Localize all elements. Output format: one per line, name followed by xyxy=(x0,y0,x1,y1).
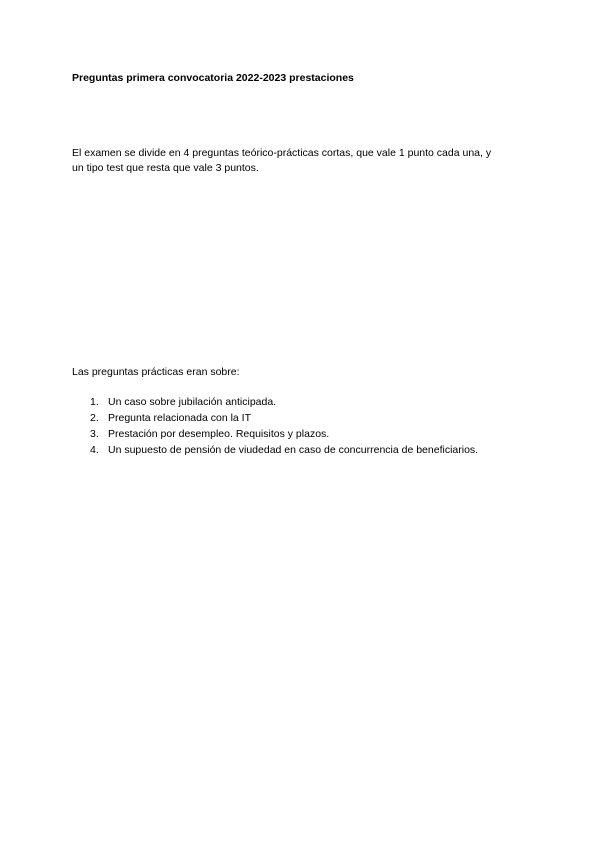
document-title: Preguntas primera convocatoria 2022-2023 prestaciones xyxy=(72,72,354,84)
list-item xyxy=(72,442,478,458)
list-item xyxy=(72,410,478,426)
list-item-number: 4. xyxy=(90,444,99,456)
list-item-text: Un supuesto de pensión de viudedad en caso de concurrencia de beneficiarios. xyxy=(108,444,479,456)
questions-list xyxy=(72,394,478,458)
list-item xyxy=(72,426,478,442)
intro-paragraph xyxy=(72,146,542,176)
list-item-number: 3. xyxy=(90,428,99,440)
list-item-number: 2. xyxy=(90,412,99,424)
intro-line: un tipo test que resta que vale 3 puntos. xyxy=(72,162,259,174)
list-item-text: Un caso sobre jubilación anticipada. xyxy=(108,396,277,408)
questions-lead: Las preguntas prácticas eran sobre: xyxy=(72,366,240,378)
list-item xyxy=(72,394,478,410)
list-item-number: 1. xyxy=(90,396,99,408)
intro-line: El examen se divide en 4 preguntas teórico-prácticas cortas, que vale 1 punto cada una, y xyxy=(72,147,492,159)
list-item-text: Prestación por desempleo. Requisitos y plazos. xyxy=(108,428,330,440)
list-item-text: Pregunta relacionada con la IT xyxy=(108,412,252,424)
